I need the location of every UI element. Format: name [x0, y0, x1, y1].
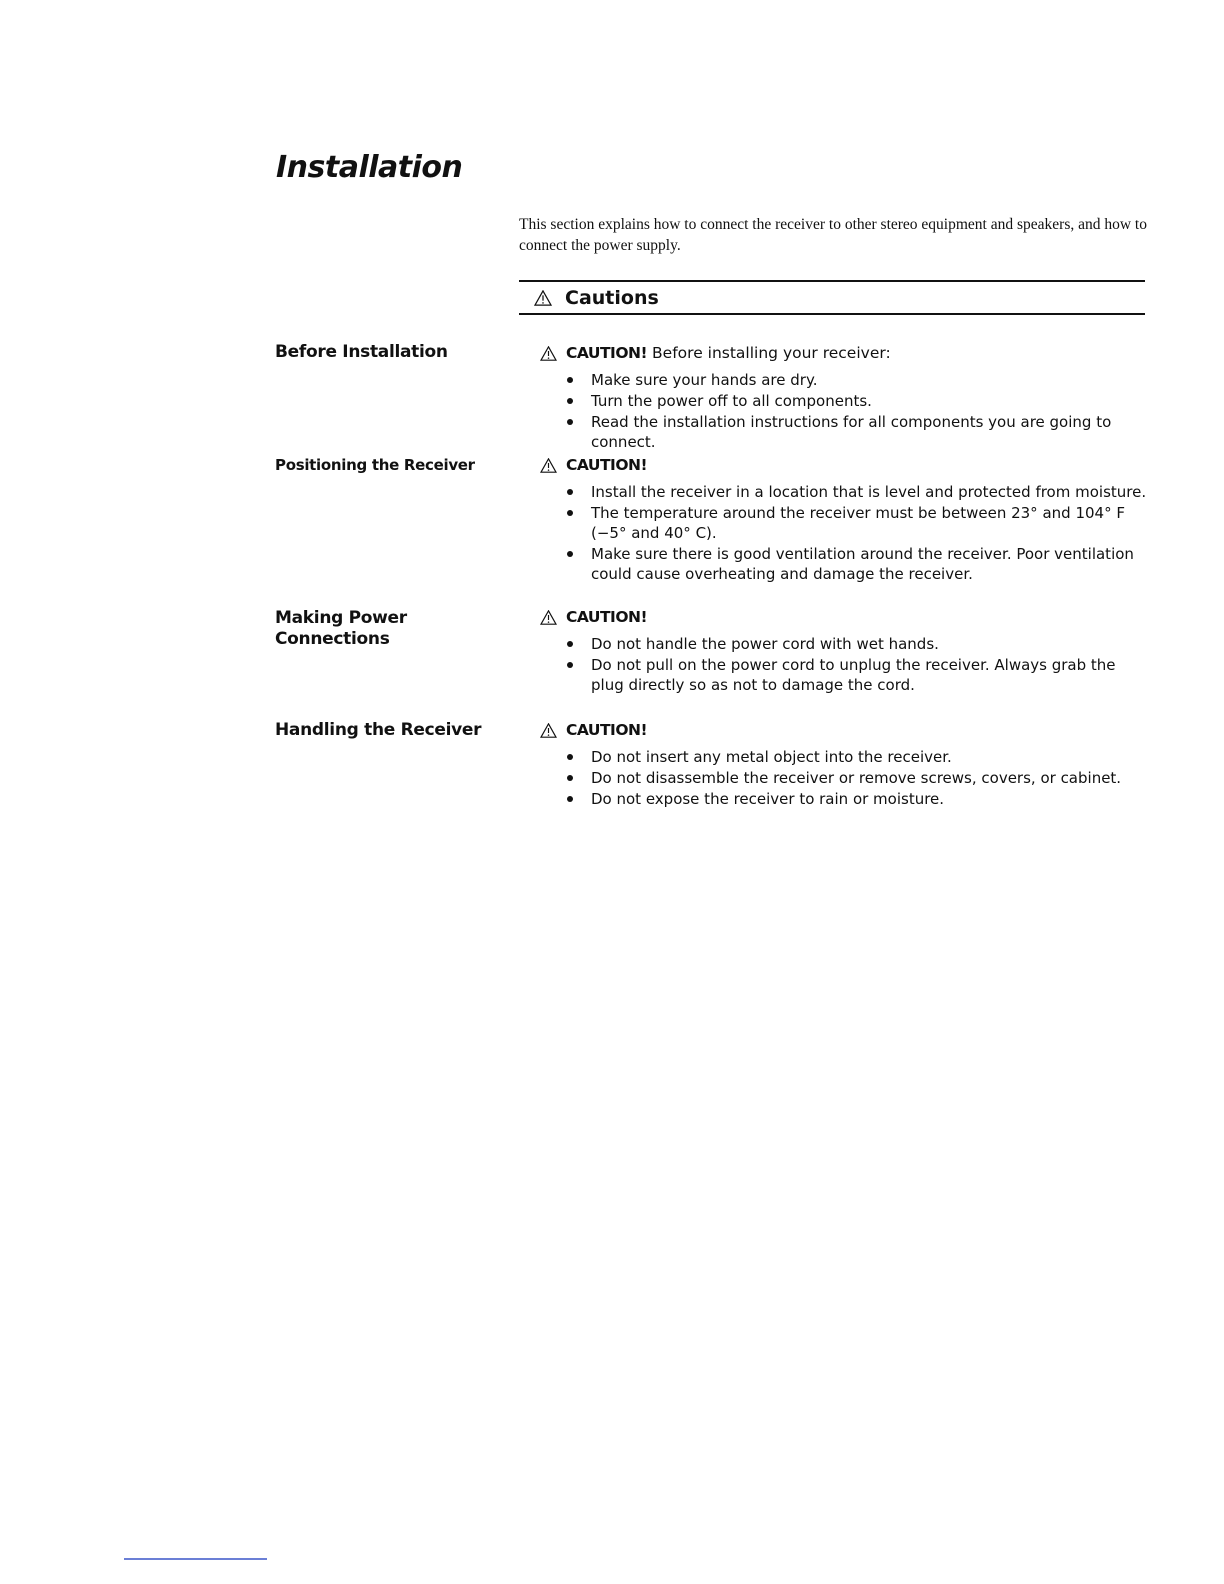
list-item — [540, 503, 1150, 543]
section-heading-positioning-the-receiver: Positioning the Receiver — [275, 456, 475, 474]
caution-block-before-installation — [540, 342, 1150, 453]
list-item-text: The temperature around the receiver must be between 23° and 104° F (−5° and 40° C). — [591, 504, 1125, 542]
section-heading-handling-the-receiver: Handling the Receiver — [275, 720, 482, 740]
caution-label: CAUTION! — [566, 608, 648, 626]
caution-list — [540, 370, 1150, 452]
list-item-text: Do not disassemble the receiver or remove screws, covers, or cabinet. — [591, 769, 1122, 787]
list-item — [540, 655, 1150, 695]
bullet-icon — [567, 754, 573, 760]
caution-block-positioning-the-receiver — [540, 454, 1150, 585]
list-item — [540, 634, 1150, 654]
footer-rule — [124, 1558, 267, 1560]
page-title: Installation — [276, 150, 463, 185]
caution-block-making-power-connections — [540, 606, 1150, 696]
list-item-text: Do not insert any metal object into the receiver. — [591, 748, 952, 766]
caution-list — [540, 482, 1150, 584]
list-item — [540, 412, 1150, 452]
bullet-icon — [567, 377, 573, 383]
caution-list — [540, 747, 1150, 809]
bullet-icon — [567, 489, 573, 495]
cautions-top-rule — [519, 280, 1145, 282]
list-item — [540, 747, 1150, 767]
list-item — [540, 768, 1150, 788]
caution-block-handling-the-receiver — [540, 719, 1150, 810]
caution-label: CAUTION! — [566, 721, 648, 739]
section-heading-making-power-connections: Making Power Connections — [275, 608, 407, 649]
caution-text: Before installing your receiver: — [652, 344, 891, 362]
list-item-text: Read the installation instructions for all components you are going to connect. — [591, 413, 1112, 451]
cautions-bottom-rule — [519, 313, 1145, 315]
warning-triangle-icon — [534, 290, 552, 306]
bullet-icon — [567, 551, 573, 557]
list-item-text: Do not expose the receiver to rain or moisture. — [591, 790, 945, 808]
caution-label: CAUTION! — [566, 456, 648, 474]
warning-triangle-icon — [540, 610, 557, 625]
caution-list — [540, 634, 1150, 695]
list-item-text: Make sure your hands are dry. — [591, 371, 818, 389]
list-item-text: Do not handle the power cord with wet hands. — [591, 635, 939, 653]
section-heading-before-installation: Before Installation — [275, 342, 448, 362]
caution-line — [540, 454, 1150, 476]
caution-line — [540, 606, 1150, 628]
cautions-header — [534, 285, 659, 311]
bullet-icon — [567, 419, 573, 425]
list-item — [540, 391, 1150, 411]
warning-triangle-icon — [540, 346, 557, 361]
bullet-icon — [567, 641, 573, 647]
caution-line — [540, 719, 1150, 741]
list-item-text: Do not pull on the power cord to unplug the receiver. Always grab the plug directly so as not to damage the cord. — [591, 656, 1116, 694]
warning-triangle-icon — [540, 458, 557, 473]
list-item — [540, 544, 1150, 584]
bullet-icon — [567, 775, 573, 781]
bullet-icon — [567, 662, 573, 668]
list-item-text: Install the receiver in a location that is level and protected from moisture. — [591, 483, 1147, 501]
list-item-text: Make sure there is good ventilation around the receiver. Poor ventilation could cause overheating and damage the receiver. — [591, 545, 1134, 583]
list-item-text: Turn the power off to all components. — [591, 392, 872, 410]
bullet-icon — [567, 398, 573, 404]
intro-paragraph: This section explains how to connect the receiver to other stereo equipment and speakers, and how to connect the power supply. — [519, 216, 1147, 254]
cautions-label: Cautions — [565, 287, 659, 309]
list-item — [540, 482, 1150, 502]
list-item — [540, 789, 1150, 809]
bullet-icon — [567, 796, 573, 802]
caution-label: CAUTION! — [566, 344, 648, 362]
bullet-icon — [567, 510, 573, 516]
warning-triangle-icon — [540, 723, 557, 738]
caution-line — [540, 342, 1150, 364]
list-item — [540, 370, 1150, 390]
